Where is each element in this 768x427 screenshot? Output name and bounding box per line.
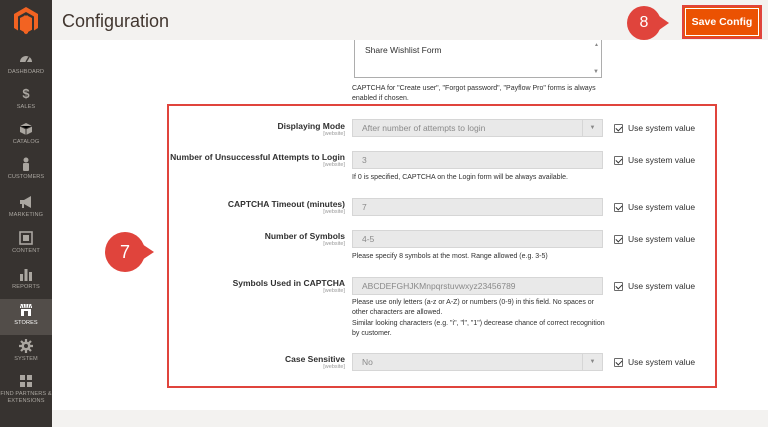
scroll-down-icon[interactable]: ▼ xyxy=(593,69,599,75)
nav-marketing[interactable]: MARKETING xyxy=(0,195,52,231)
symbols-used-system-value[interactable]: Use system value xyxy=(614,281,695,291)
checkbox-checked-icon[interactable] xyxy=(614,156,623,165)
chevron-down-icon: ▼ xyxy=(582,354,602,370)
checkbox-checked-icon[interactable] xyxy=(614,235,623,244)
displaying-mode-scope: [website] xyxy=(323,131,345,137)
symbols-used-note-chars: Please use only letters (a-z or A-Z) or numbers (0-9) in this field. No spaces or other characters are allowed. xyxy=(352,299,594,316)
displaying-mode-system-value[interactable]: Use system value xyxy=(614,123,695,133)
timeout-label: CAPTCHA Timeout (minutes) xyxy=(227,199,345,209)
forms-note: CAPTCHA for "Create user", "Forgot password", "Payflow Pro" forms is always enabled if chosen. xyxy=(352,85,596,102)
store-icon xyxy=(19,303,33,317)
save-config-button[interactable]: Save Config xyxy=(682,5,762,39)
step-badge-7-pointer xyxy=(142,244,154,260)
checkbox-checked-icon[interactable] xyxy=(614,282,623,291)
magento-logo[interactable] xyxy=(12,6,40,36)
displaying-mode-value: After number of attempts to login xyxy=(362,123,486,133)
nav-reports[interactable]: REPORTS xyxy=(0,267,52,303)
displaying-mode-select[interactable] xyxy=(352,119,603,137)
forms-multiselect[interactable] xyxy=(354,40,602,78)
symbols-count-input[interactable]: 4-5 xyxy=(352,230,603,248)
symbols-count-label: Number of Symbols xyxy=(264,231,345,241)
nav-sales[interactable]: $ SALES xyxy=(16,86,36,110)
timeout-system-value[interactable]: Use system value xyxy=(614,202,695,212)
case-sensitive-label: Case Sensitive xyxy=(284,354,345,364)
step-badge-8-pointer xyxy=(659,16,669,30)
dashboard-icon xyxy=(19,52,33,66)
attempts-scope: [website] xyxy=(323,162,345,168)
displaying-mode-label: Displaying Mode xyxy=(277,121,345,131)
symbols-count-scope: [website] xyxy=(323,241,345,247)
forms-option[interactable]: Share Wishlist Form xyxy=(365,45,442,55)
checkbox-checked-icon[interactable] xyxy=(614,203,623,212)
symbols-used-label: Symbols Used in CAPTCHA xyxy=(232,278,345,288)
nav-dashboard[interactable]: DASHBOARD xyxy=(0,52,52,88)
checkbox-checked-icon[interactable] xyxy=(614,358,623,367)
scroll-up-icon[interactable]: ▲ xyxy=(594,42,599,48)
nav-content[interactable]: CONTENT xyxy=(0,231,52,267)
case-sensitive-value: No xyxy=(362,357,373,367)
symbols-count-system-value[interactable]: Use system value xyxy=(614,234,695,244)
attempts-input[interactable]: 3 xyxy=(352,151,603,169)
person-icon xyxy=(19,157,33,171)
checkbox-checked-icon[interactable] xyxy=(614,124,623,133)
nav-stores[interactable]: STORES xyxy=(0,299,52,335)
case-sensitive-scope: [website] xyxy=(323,364,345,370)
nav-system[interactable]: SYSTEM xyxy=(0,339,52,375)
symbols-used-input[interactable]: ABCDEFGHJKMnpqrstuvwxyz23456789 xyxy=(352,277,603,295)
step-badge-7: 7 xyxy=(105,232,145,272)
bar-chart-icon xyxy=(19,267,33,281)
page-footer-band xyxy=(52,410,768,427)
timeout-scope: [website] xyxy=(323,209,345,215)
cube-icon xyxy=(19,122,33,136)
chevron-down-icon: ▼ xyxy=(582,120,602,136)
nav-find-partners[interactable]: FIND PARTNERS & EXTENSIONS xyxy=(0,374,52,418)
blocks-icon xyxy=(19,374,33,388)
symbols-count-note: Please specify 8 symbols at the most. Range allowed (e.g. 3-5) xyxy=(352,253,548,260)
attempts-label: Number of Unsuccessful Attempts to Login xyxy=(170,152,345,162)
symbols-used-note-similar: Similar looking characters (e.g. "i", "l", "1") decrease chance of correct recognition by customer. xyxy=(352,320,605,337)
nav-customers[interactable]: CUSTOMERS xyxy=(0,157,52,193)
timeout-input[interactable]: 7 xyxy=(352,198,603,216)
gear-icon xyxy=(19,339,33,353)
page-title: Configuration xyxy=(62,11,170,31)
megaphone-icon xyxy=(19,195,33,209)
admin-sidebar xyxy=(0,0,52,427)
dollar-icon: $ xyxy=(22,86,30,101)
attempts-note: If 0 is specified, CAPTCHA on the Login form will be always available. xyxy=(352,174,568,181)
symbols-used-scope: [website] xyxy=(323,288,345,294)
attempts-system-value[interactable]: Use system value xyxy=(614,155,695,165)
nav-catalog[interactable]: CATALOG xyxy=(0,122,52,158)
case-sensitive-select[interactable] xyxy=(352,353,603,371)
content-icon xyxy=(19,231,33,245)
case-sensitive-system-value[interactable]: Use system value xyxy=(614,357,695,367)
step-badge-8: 8 xyxy=(627,6,661,40)
